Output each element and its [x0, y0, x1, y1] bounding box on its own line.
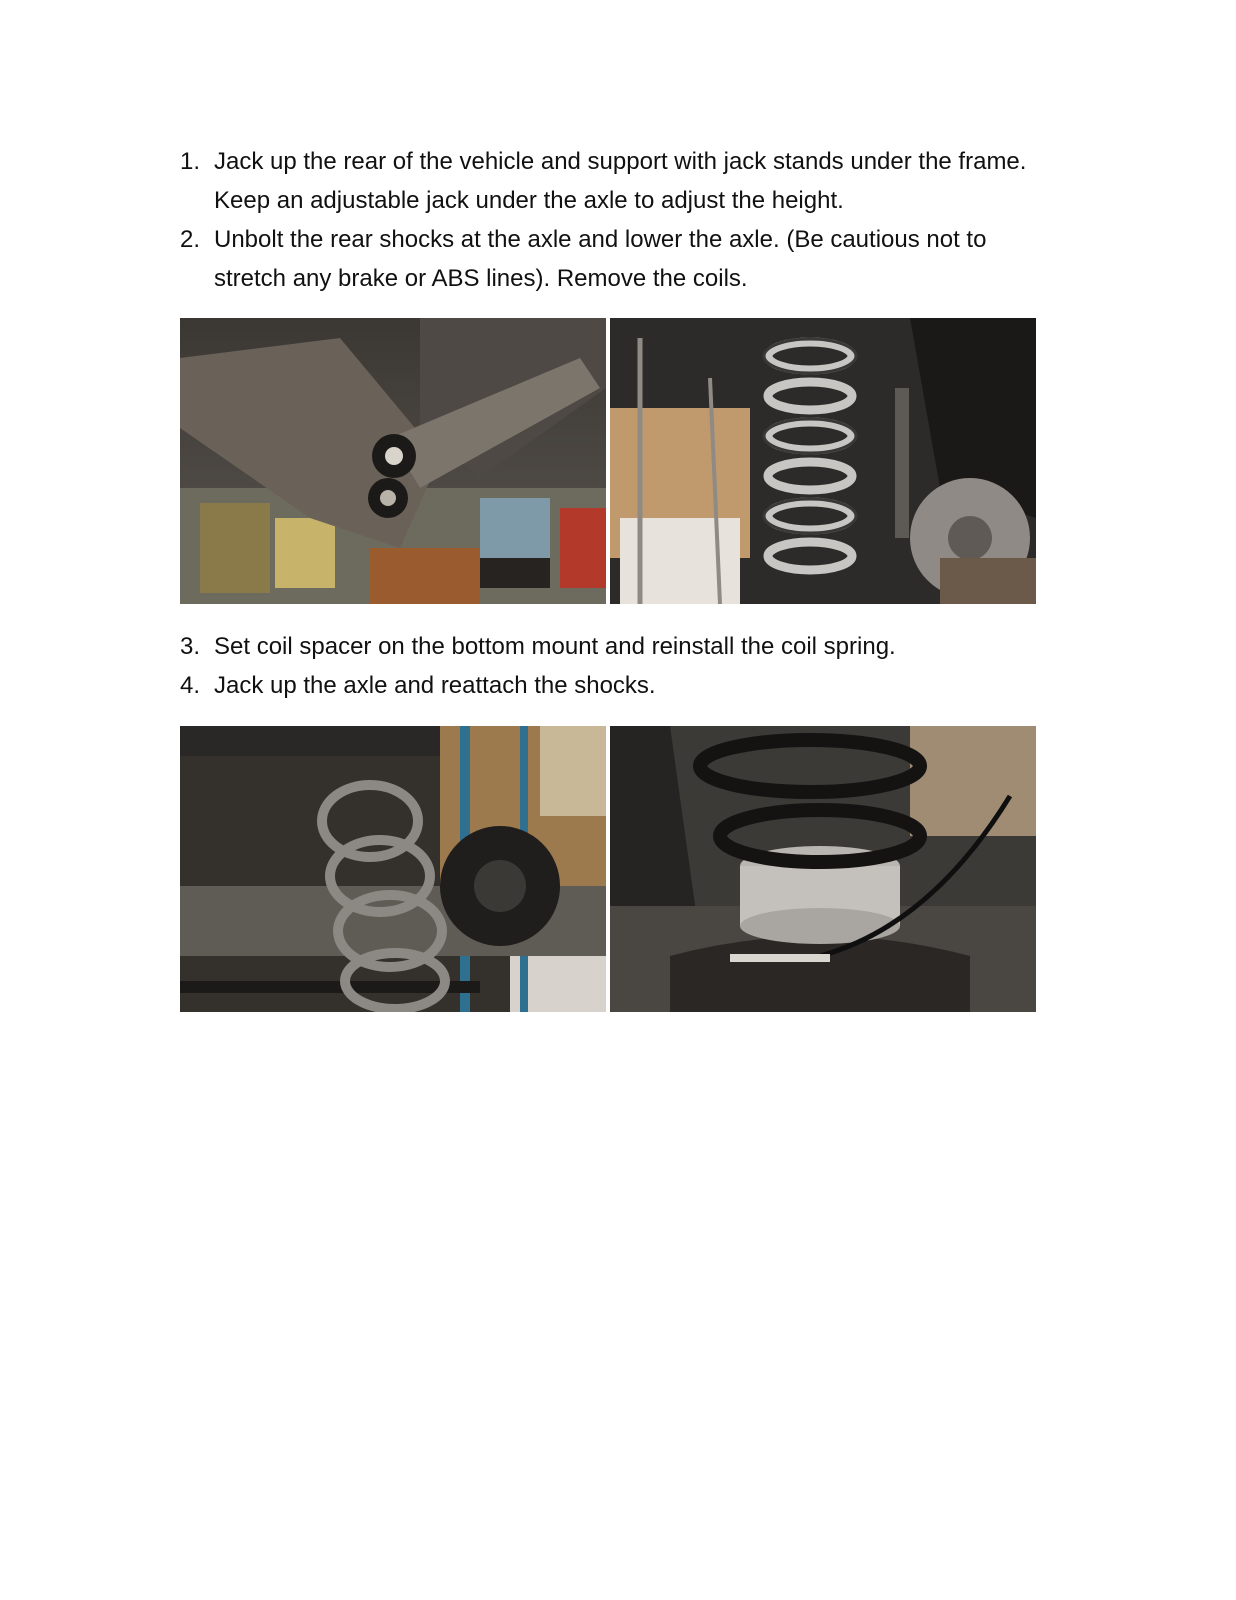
list-item — [180, 627, 1060, 666]
step-number: 2. — [180, 226, 201, 253]
step-text: Jack up the rear of the vehicle and support with jack stands under the frame. Keep an adjustable jack under the axle to adjust the height. — [214, 148, 1027, 214]
photo-coil-removal — [610, 318, 1036, 604]
control-arm-bushings-photo — [180, 318, 606, 604]
coil-spacer-mount-photo — [610, 726, 1036, 1012]
photo-row-install — [180, 726, 1036, 1012]
step-text: Jack up the axle and reattach the shocks. — [214, 672, 656, 699]
photo-underbody-bushings — [180, 318, 606, 604]
instruction-list-part2 — [180, 627, 1060, 705]
photo-coil-spacer — [610, 726, 1036, 1012]
step-text: Set coil spacer on the bottom mount and reinstall the coil spring. — [214, 633, 896, 660]
list-item — [180, 666, 1060, 705]
instruction-list-part1 — [180, 142, 1060, 298]
list-item — [180, 142, 1060, 220]
photo-coil-install — [180, 726, 606, 1012]
step-number: 1. — [180, 148, 201, 175]
step-text: Unbolt the rear shocks at the axle and lower the axle. (Be cautious not to stretch any brake or ABS lines). Remove the coils. — [214, 226, 987, 292]
step-number: 3. — [180, 633, 201, 660]
step-number: 4. — [180, 672, 201, 699]
coil-spring-removal-photo — [610, 318, 1036, 604]
list-item — [180, 220, 1060, 298]
photo-row-removal — [180, 318, 1036, 604]
coil-spring-install-photo — [180, 726, 606, 1012]
